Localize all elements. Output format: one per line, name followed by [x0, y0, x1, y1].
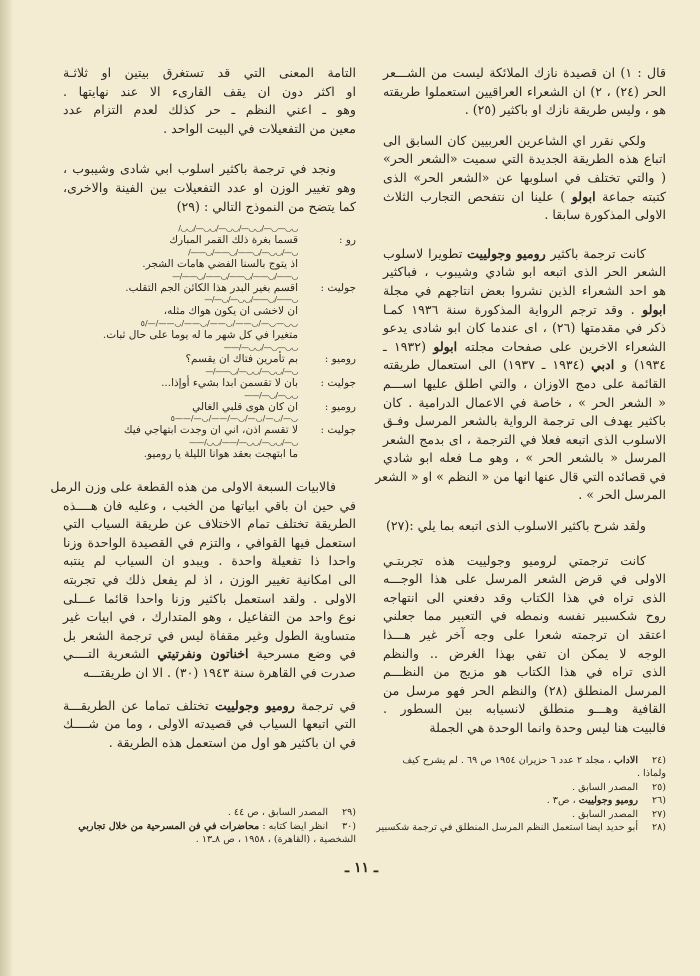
text-line: المرسل الحر » . — [578, 487, 666, 503]
footnote-number: (٢٦ — [651, 795, 666, 807]
verse-text: ان لاخشى ان يكون هواك مثله، — [163, 305, 298, 318]
meter-pattern: ◡◡—/◡—/—— — [244, 390, 298, 400]
paragraph — [50, 478, 356, 683]
footnote-continuation: الشخصية ، (القاهرة) ، ١٩٥٨ ، ص ٨ـ١٣ . — [195, 834, 356, 845]
verse-line — [60, 438, 360, 462]
text-line: المرسل « بالشعر الحر » ، وهو مـا فعله ابو شادي — [383, 450, 666, 466]
text-line: الذى تراه في هذا الكتاب وقد دفعني الى انتهاجه — [383, 589, 666, 605]
footnote — [383, 754, 666, 768]
verse-text: متغيرا في كل شهر ما له يوما على حال ثبات. — [102, 329, 298, 342]
text-line: واحدا ذا تفعيلة واحدة . ويبدو ان السياب لم ينتبه — [63, 553, 356, 569]
text-line: ذكر في مقدمتها (٢٦) ، اى عندما كان ابو شادى يدعو — [383, 320, 666, 336]
text-line: الذى تراه في هذا الكتاب هو مزيج من النظـــم — [383, 664, 666, 680]
text-line: قال : ١) ان قصيدة نازك الملائكة ليست من الشـــعر — [383, 65, 666, 80]
footnote-number: (٢٨ — [651, 822, 666, 834]
left-footnotes — [63, 806, 356, 847]
verse-line — [60, 319, 360, 343]
footnote-number: (٢٤ — [651, 754, 666, 766]
footnote-text: انظر ايضا كتابه : محاضرات في فن المسرحية من خلال تجاربي — [78, 820, 328, 832]
text-line: نوع واحد من التفاعيل ، وهو المتدارك ، في ابيات غير — [63, 609, 356, 625]
text-line: ابولو . وقد ترجم الرواية المذكورة سنة ١٩٣٦ كمـا — [383, 301, 666, 317]
verse-text: ما ابتهجت بعقد هوانا الليلة يا روميو. — [143, 448, 298, 461]
meter-pattern: ◡—/◡◡—/◡◡—/——/◡◡/—— — [189, 438, 298, 448]
text-line: فالابيات السبعة الاولى من هذه القطعة على وزن الرمل — [50, 479, 336, 494]
left-column-bottom — [50, 478, 357, 762]
footnote-text: المصدر السابق . — [571, 808, 638, 820]
meter-pattern: ◡◡—◡—/◡◡—/◡◡—/◡◡—/◡◡/ — [178, 224, 298, 233]
text-line: التي اتبعها السياب في قصيدته الاولى ، وما من شــــك — [63, 716, 356, 732]
verse-line — [60, 414, 360, 438]
text-line: الاولى المذكورة سابقا . — [544, 207, 666, 223]
right-footnotes — [376, 754, 666, 835]
footnote-text: المصدر السابق . — [571, 781, 638, 793]
text-line: في حين ان باقي ابياتها من الخبب ، وعليه فان هــــذه — [63, 497, 356, 513]
text-line: ولكي نقرر اي الشاعرين العربيين كان السابق الى — [383, 132, 646, 148]
text-line: الطريقة تختلف تمام الاختلاف عن طريقة السياب التي — [63, 516, 356, 532]
paragraph — [383, 64, 666, 120]
text-line: معين من التفعيلات في البيت الواحد . — [163, 120, 356, 136]
verse-text: بان لا تقسمن ابدا بشيء أوإذا... — [161, 376, 298, 389]
footnote-continuation: ولماذا . — [636, 768, 666, 780]
footnote-number: (٢٧ — [651, 808, 666, 820]
text-line: كانت ترجمتي لروميو وجولييت هذه تجربتـي — [383, 552, 646, 568]
speaker-name: جوليت : — [320, 424, 356, 437]
verse-line — [60, 343, 360, 367]
text-line: هو ، وليس طريقة نازك او باكثير (٢٥) . — [464, 102, 666, 118]
footnote — [383, 794, 666, 808]
text-line: في ترجمة روميو وجولييت تختلف تماما عن الطريقـــة — [63, 697, 357, 713]
footnote-text: أبو حديد ايضا استعمل النظم المرسل المنطلق في ترجمة شكسبير — [376, 822, 638, 834]
text-line: ١٩٣٤) و ادبي (١٩٣٤ ـ ١٩٣٧) الى استعمال طريقته — [383, 357, 666, 373]
footnote — [63, 820, 356, 834]
meter-pattern: ◡—/◡◡—/◡◡—/◡——/— — [205, 366, 298, 376]
speaker-name: جوليت : — [320, 281, 356, 294]
text-line: القائمة على دمج الاوزان ، والتي اطلق عليها اســـم — [383, 375, 666, 391]
text-line: او اكثر دون ان يقف القارىء الا عند نهايتها . — [63, 83, 356, 99]
meter-pattern: ◡——/◡——/◡◡—/◡—/— — [204, 295, 298, 305]
text-line: الشعر الحر الذى اتبعه ابو شادي وشيبوب ، فباكثير — [383, 264, 666, 280]
meter-pattern: ◡—/◡—/◡—/◡—/——/◡—/——٥ — [170, 414, 298, 424]
text-line: الاسلوب الذى اتبعه فعلا في الترجمة ، اى بدمج الشعر — [383, 431, 666, 447]
page-number: ـ ١١ ـ — [345, 860, 379, 876]
verse-text: اقسم بغير البدر هذا الكائن الجم التقلب. — [125, 281, 298, 294]
text-line: متساوية الطول وغير مقفاة ليس في ترجمة الشعر بل — [63, 627, 356, 643]
verse-excerpt — [60, 224, 360, 462]
paragraph — [383, 517, 666, 536]
text-line: القافية وهـــو منطلق لانسيابه بين السطور . — [383, 701, 666, 717]
text-line: فالبيت هنا ليس وحدة وانما الوحدة هي الجملة — [429, 720, 666, 735]
text-line: المرسل المنطلق (٢٨) والنظم الحر فهو مرسل من — [383, 682, 666, 698]
verse-line — [60, 248, 360, 272]
meter-pattern: ◡—/◡◡—/◡——/◡——/◡——/ — [188, 247, 298, 257]
text-line: في ان باكثير هو اول من استعمل هذه الطريقة . — [108, 734, 356, 750]
verse-line — [60, 272, 360, 296]
text-line: الحر (٢٤) ، ٢) ان الشعراء العراقيين استعملوا طريقته — [383, 83, 666, 99]
verse-line — [60, 224, 360, 248]
verse-line — [60, 295, 360, 319]
text-line: التامة المعنى التي قد تستغرق بيتين او ثلاثـة — [63, 65, 356, 80]
text-line: في وضع مسرحية اخناتون ونفرتيتي الشعرية التــــي — [63, 646, 356, 662]
paragraph — [383, 552, 666, 738]
verse-text: لا تقسم اذن، اني ان وجدت ابتهاجي فيك — [123, 424, 298, 437]
text-line: صدرت في القاهرة سنة ١٩٤٣ (٣٠) . الا ان طريقتـــه — [83, 664, 356, 680]
text-line: وهو تغيير الوزن او عدد التفعيلات بين الفينة والاخرى، — [63, 179, 356, 195]
text-line: الشعراء الاخرين على صفحات مجلته ابولو (١٩٣٢ ـ — [383, 338, 666, 354]
text-line: الوجه لا يمكن ان تفي بهذا الغرض .. والنظم — [383, 645, 666, 661]
text-line: هو احد الشعراء الذين نشروا بعض انتاجهم في مجلة — [383, 282, 666, 298]
footnote-number: (٢٩ — [341, 807, 356, 818]
meter-pattern: ◡——/◡——/◡——/◡——/◡——/— — [172, 271, 298, 281]
text-line: الاولى في قرض الشعر المرسل على هذا الوجـــه — [383, 571, 666, 587]
text-line: ( والتي تختلف في اسلوبها عن «الشعر الحر» الذى — [383, 169, 666, 185]
page-edge-shadow — [0, 0, 12, 976]
text-line: استعمل فيها القوافي ، والتزم في القصيدة الواحدة وزنا — [63, 534, 356, 550]
paragraph — [63, 697, 356, 753]
text-line: روح شكسبير نفسه ونمطه في التعبير مما جعلني — [383, 608, 666, 624]
footnote-text: المصدر السابق ، ص ٤٤ . — [227, 807, 328, 818]
speaker-name: روميو : — [324, 352, 356, 365]
paragraph — [383, 132, 666, 225]
text-line: كانت ترجمة باكثير روميو وجولييت تطويرا لاسلوب — [383, 245, 646, 261]
text-line: ونجد في ترجمة باكثير اسلوب ابي شادى وشيبوب ، — [63, 161, 336, 177]
verse-text: اذ يتوج بالسنا الفضي هامات الشجر. — [142, 257, 298, 270]
verse-line — [60, 367, 360, 391]
text-line: اعتقد ان ترجمته شعرا على وجه آخر غير هـــذا — [383, 627, 666, 643]
paragraph — [63, 160, 356, 216]
text-line: في قصائده التي قال عنها انها من « النظم » او « الشعر — [375, 468, 666, 484]
footnote-number: (٢٥ — [651, 781, 666, 793]
footnote — [383, 781, 666, 795]
footnote-text: الاداب ، مجلد ٢ عدد ٦ حزيران ١٩٥٤ ص ٦٩ . لم يشرح كيف — [402, 754, 638, 766]
verse-line — [60, 391, 360, 415]
speaker-name: رو : — [338, 234, 356, 246]
text-line: وهو ـ اعني النظم ـ حر كذلك لعدم التزام عدد — [63, 102, 356, 118]
verse-text: قسما بغرة ذلك القمر المبارك — [169, 234, 298, 246]
text-line: اتباع هذه الطريقة الجديدة التي سميت «الشعر الحر» — [383, 151, 666, 167]
speaker-name: روميو : — [324, 400, 356, 413]
verse-text: بم تأمرين فتاك ان يقسم؟ — [185, 352, 298, 365]
footnote-number: (٣٠ — [341, 820, 356, 832]
text-line: كما يتضح من النموذج التالي : (٢٩) — [176, 198, 356, 214]
text-line: الى امكانية تغيير الوزن ، اذ لم يفعل ذلك في تجربته — [63, 571, 356, 587]
text-line: كتبته جماعة ابولو ) علينا ان نتفحص التجارب الثلاث — [383, 188, 666, 204]
footnote — [63, 806, 356, 820]
left-column-top — [63, 64, 356, 226]
right-column — [375, 64, 666, 835]
footnote — [383, 808, 666, 822]
paragraph — [63, 64, 356, 138]
footnote — [376, 821, 666, 835]
meter-pattern: ◡◡—◡—/◡◡—/—— — [223, 342, 298, 352]
paragraph — [375, 245, 666, 505]
speaker-name: جوليت : — [320, 376, 356, 389]
text-line: « الشعر الحر » ، خاصة في الاعمال الدرامية . كان — [383, 394, 666, 410]
text-line: الاولى . ولقد استعمل باكثير وزنا واحدا قائما عـــلى — [63, 590, 356, 606]
meter-pattern: ◡◡—◡—/◡——/◡——/◡——/◡——/—/٥ — [140, 319, 298, 329]
text-line: باكثير يهدف الى ترجمة الرواية بالشعر المرسل وفـق — [383, 413, 666, 429]
text-line: ولقد شرح باكثير الاسلوب الذى اتبعه بما يلي :(٢٧) — [385, 518, 646, 534]
verse-text: ان كان هوى قلبي الغالي — [192, 400, 298, 413]
footnote-text: روميو وجولييت ، ص٣ . — [546, 795, 638, 807]
